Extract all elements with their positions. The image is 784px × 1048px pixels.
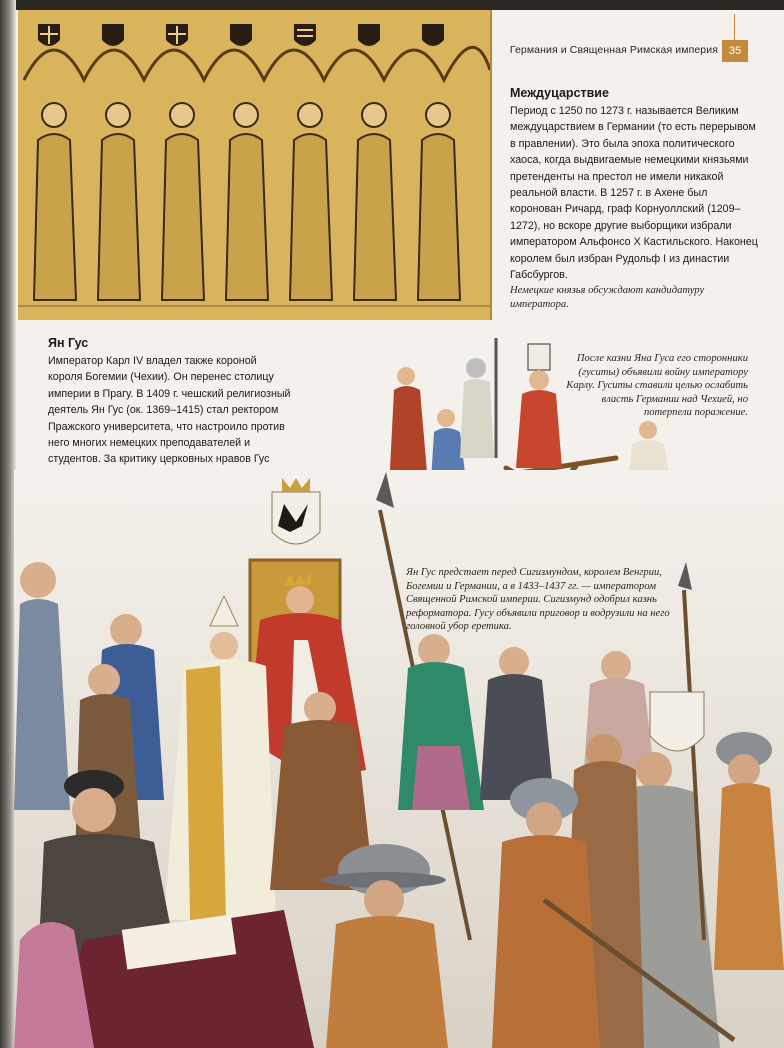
caption-princes: Немецкие князья обсуждают кандидатуру императора.	[510, 285, 705, 310]
hus-title: Ян Гус	[48, 336, 89, 350]
top-shadow	[0, 0, 784, 10]
interregnum-section	[510, 86, 760, 283]
page-number: 35	[722, 40, 748, 62]
interregnum-title: Междуцарствие	[510, 86, 609, 100]
caption-trial: Ян Гус предстает перед Сигизмундом, королем Венгрии, Богемии и Германии, а в 1433–1437 гг. — императором Священной Римской империи. Сигизмунд одобрил казнь реформатора. Гусу объявили приговор и водрузили на него головной убор еретика.	[406, 567, 670, 633]
trial-scene-illustration	[14, 470, 784, 1048]
header-rule	[734, 14, 735, 40]
caption-after-execution: После казни Яна Гуса его сторонники (гуситы) объявили войну императору Карлу. Гуситы ставили целью ослабить власть Германии над Чехией, но потерпели поражение.	[566, 353, 748, 419]
running-title: Германия и Священная Римская империя	[509, 44, 718, 56]
princes-manuscript-illustration	[18, 10, 492, 320]
hus-text: Император Карл IV владел также короной короля Богемии (Чехии). Он перенес столицу империи в Прагу. В 1409 г. чешский религиозный деятель Ян Гус (ок. 1369–1415) стал ректором Пражского университета, что настроило против него многих немецких преподавателей и студентов. За критику церковных нравов Гус	[48, 355, 291, 466]
interregnum-text: Период с 1250 по 1273 г. называется Великим междуцарствием в Германии (то есть перерывом в правлении). Это была эпоха политического хаоса, когда выдвигаемые немецкими князьями претенденты на престол не имели никакой реальной власти. В 1257 г. в Ахене был коронован Ричард, граф Корнуоллский (1209–1272), но вскоре другие выборщики избрали императором Альфонсо X Кастильского. Наконец королем был избран Рудольф I из династии Габсбургов.	[510, 105, 758, 282]
